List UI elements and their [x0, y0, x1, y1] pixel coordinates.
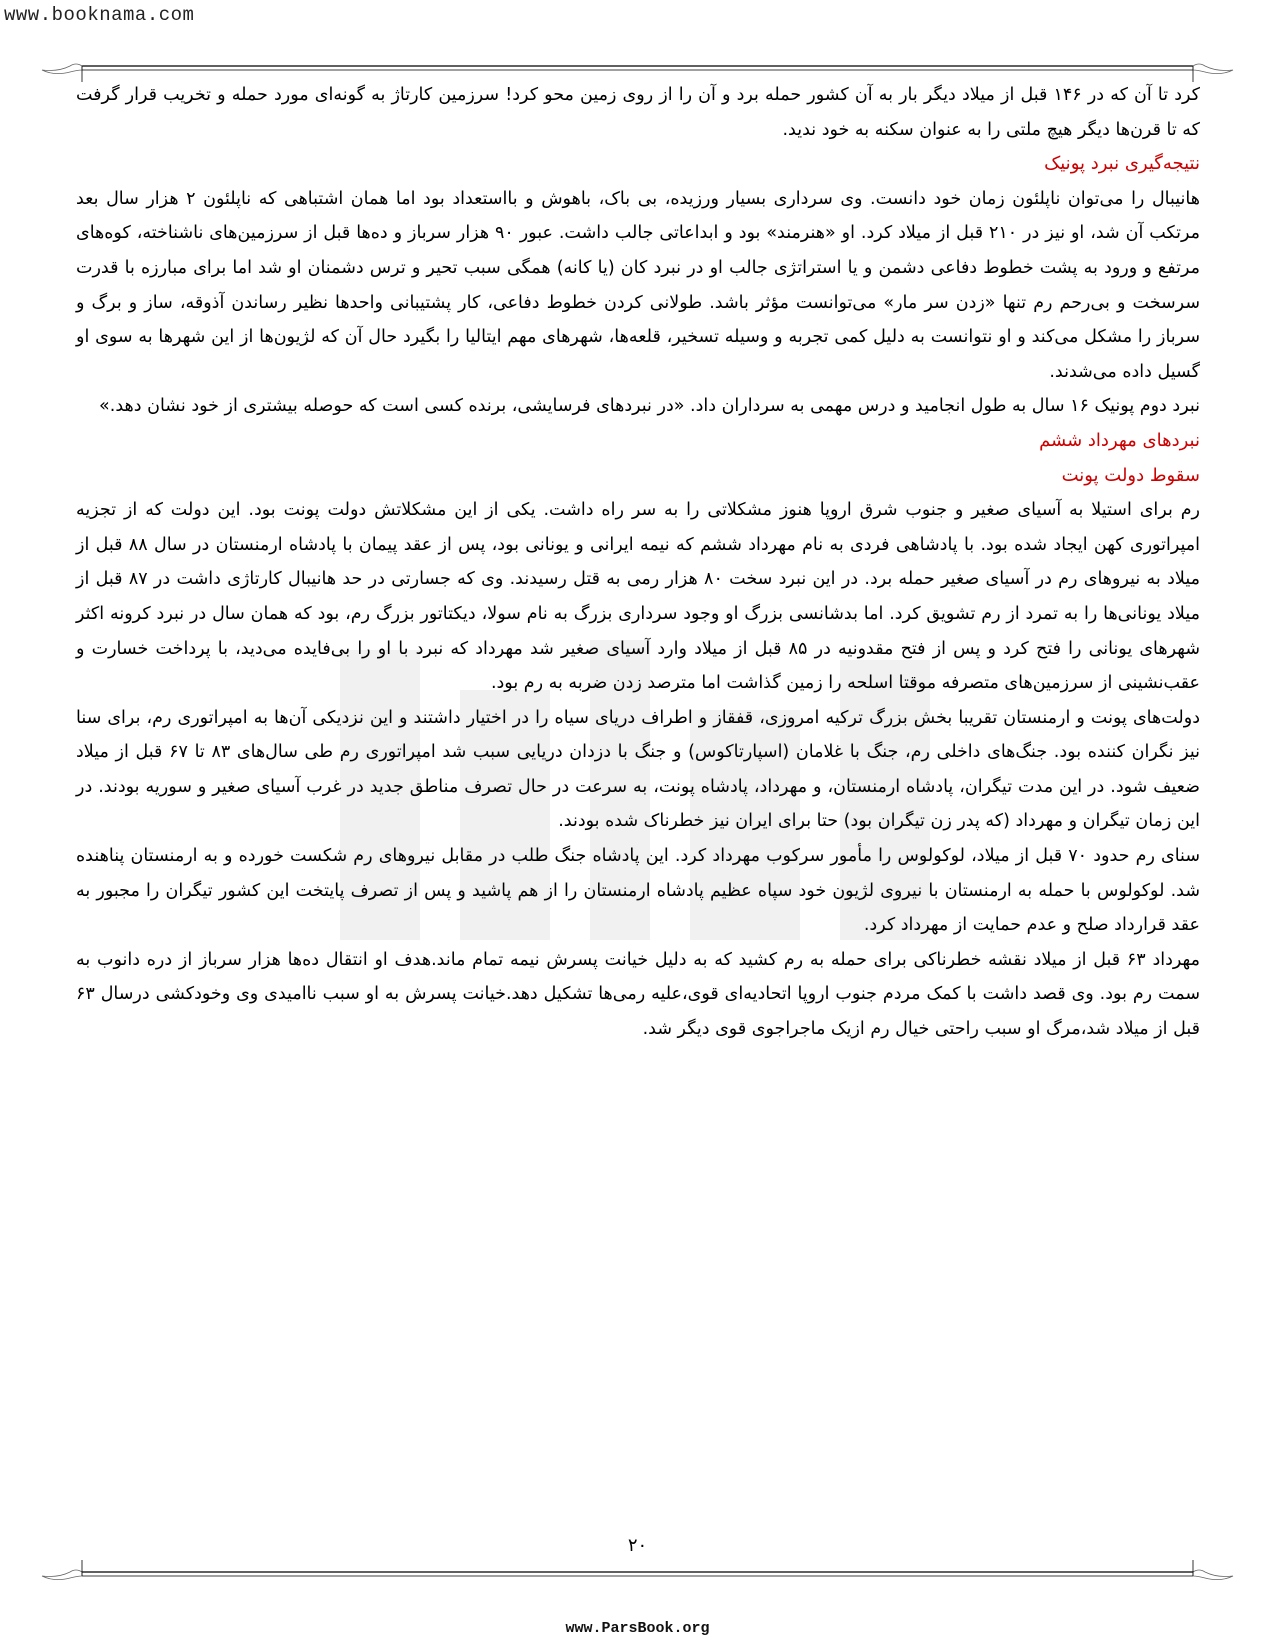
- paragraph: نبرد دوم پونیک ۱۶ سال به طول انجامید و درس مهمی به سرداران داد. «در نبردهای فرسایشی، برنده کسی است که حوصله بیشتری از خود نشان دهد.»: [99, 396, 1200, 417]
- paragraph: هانیبال را می‌توان ناپلئون زمان خود دانست. وی سرداری بسیار ورزیده، بی باک، باهوش و بااستعداد بود اما همان اشتباهی که ناپلئون ۲ هزار سال بعد مرتکب آن شد، او نیز در ۲۱۰ قبل از میلاد کرد. او «هنرمند» بود و ابداعاتی جالب داشت. عبور ۹۰ هزار سرباز و ده‌ها قبل از سرزمین‌های ناشناخته، کوه‌های مرتفع و ورود به پشت خطوط دفاعی دشمن و یا استراتژی جالب او در نبرد کان (یا کانه) همگی سبب تحیر و ترس دشمنان او شد اما برای مبارزه با قدرت سرسخت و بی‌رحم رم تنها «زدن سر مار» می‌توانست مؤثر باشد. طولانی کردن خطوط دفاعی، کار پشتیبانی واحدها نظیر رساندن آذوقه، ساز و برگ و سرباز را مشکل می‌کند و او نتوانست به دلیل کمی تجربه و وسیله تسخیر، قلعه‌ها، شهرهای مهم ایتالیا را بگیرد حال آن که لژیون‌ها از این شهرها به سوی او گسیل داده می‌شدند.: [76, 188, 1200, 382]
- paragraph: رم برای استیلا به آسیای صغیر و جنوب شرق اروپا هنوز مشکلاتی را به سر راه داشت. یکی از این مشکلاتش دولت پونت بود. این دولت که از تجزیه امپراتوری کهن ایجاد شده بود. با پادشاهی فردی به نام مهرداد ششم که نیمه ایرانی و یونانی بود، پس از عقد پیمان با پادشاه ارمنستان در سال ۸۸ قبل از میلاد به نیروهای رم در آسیای صغیر حمله برد. در این نبرد سخت ۸۰ هزار رمی به قتل رسیدند. وی که جسارتی در حد هانیبال کارتاژی داشت در ۸۷ قبل از میلاد یونانی‌ها را به تمرد از رم تشویق کرد. اما بدشانسی بزرگ او وجود سرداری بزرگ به نام سولا، دیکتاتور بزرگ رم، بود که همان سال در نبرد کرونه اکثر شهرهای یونانی را فتح کرد و پس از فتح مقدونیه در ۸۵ قبل از میلاد وارد آسیای صغیر شد مهرداد که نبرد با او را بی‌فایده می‌دید، با پرداخت خسارت و عقب‌نشینی از سرزمین‌های متصرفه موقتا اسلحه را زمین گذاشت اما مترصد زدن ضربه به رم بود.: [76, 500, 1201, 694]
- paragraph: سنای رم حدود ۷۰ قبل از میلاد، لوکولوس را مأمور سرکوب مهرداد کرد. این پادشاه جنگ طلب در مقابل نیروهای رم شکست خورده و به ارمنستان پناهنده شد. لوکولوس با حمله به ارمنستان با نیروی لژیون خود سپاه عظیم پادشاه ارمنستان را از هم پاشید و پس از تصرف پایتخت این کشور تیگران را مجبور به عقد قرارداد صلح و عدم حمایت از مهرداد کرد.: [76, 846, 1200, 936]
- page-number: ۲۰: [627, 1535, 648, 1556]
- section-heading: نتیجه‌گیری نبرد پونیک: [1044, 153, 1200, 175]
- paragraph: کرد تا آن که در ۱۴۶ قبل از میلاد دیگر بار به آن کشور حمله برد و آن را از روی زمین محو کرد! سرزمین کارتاژ به گونه‌ای مورد حمله و تخریب قرار گرفت که تا قرن‌ها دیگر هیچ ملتی را به عنوان سکنه به خود ندید.: [76, 85, 1200, 140]
- footer-site-url: www.ParsBook.org: [565, 1620, 710, 1637]
- paragraph: مهرداد ۶۳ قبل از میلاد نقشه خطرناکی برای حمله به رم کشید که به دلیل خیانت پسرش نیمه تمام ماند.هدف او انتقال ده‌ها هزار سرباز از دره دانوب به سمت رم بود. وی قصد داشت با کمک مردم جنوب اروپا اتحادیه‌ای قوی،علیه رمی‌ها تشکیل دهد.خیانت پسرش به او سبب ناامیدی وی وخودکشی درسال ۶۳ قبل از میلاد شد،مرگ او سبب راحتی خیال رم ازیک ماجراجوی قوی دیگر شد.: [76, 949, 1200, 1040]
- page-body: [76, 78, 1200, 1047]
- section-heading: سقوط دولت پونت: [1061, 464, 1200, 486]
- bottom-decorative-rule: [40, 1560, 1235, 1584]
- section-heading: نبردهای مهرداد ششم: [1039, 429, 1200, 451]
- paragraph: دولت‌های پونت و ارمنستان تقریبا بخش بزرگ ترکیه امروزی، قفقاز و اطراف دریای سیاه را در اختیار داشتند و این نزدیکی آن‌ها به امپراتوری رم، برای سنا نیز نگران کننده بود. جنگ‌های داخلی رم، جنگ با غلامان (اسپارتاکوس) و جنگ با دزدان دریایی سبب شد امپراتوری رم طی سال‌های ۸۳ تا ۶۷ قبل از میلاد ضعیف شود. در این مدت تیگران، پادشاه ارمنستان، و مهرداد، پادشاه پونت، به سرعت در حال تصرف مناطق جدید در غرب آسیای صغیر و سوریه بودند. در این زمان تیگران و مهرداد (که پدر زن تیگران بود) حتا برای ایران نیز خطرناک شده بودند.: [76, 707, 1201, 832]
- header-site-url: www.booknama.com: [4, 4, 195, 26]
